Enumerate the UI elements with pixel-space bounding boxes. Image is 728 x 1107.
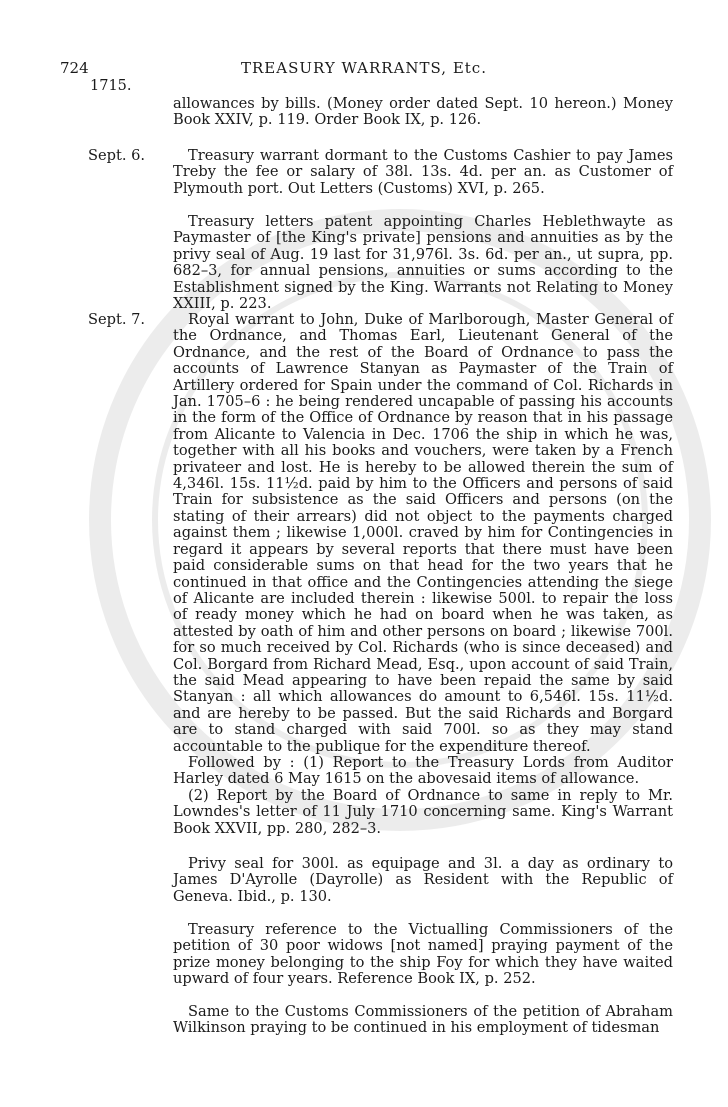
entry-followed-by: Followed by : (1) Report to the Treasury Lords from Auditor Harley dated 6 May 1615 on the abovesaid items of allowance. xyxy=(173,753,673,788)
entry-text: Privy seal for 300l. as equipage and 3l. a day as ordinary to James D'Ayrolle (Dayrolle) as Resident with the Republic of Geneva. Ibid., p. 130. xyxy=(173,855,673,905)
entry-date: Sept. 6. xyxy=(88,147,146,164)
entry-royal-warrant xyxy=(173,312,673,837)
entry-text: allowances by bills. (Money order dated Sept. 10 hereon.) Money Book XXIV, p. 119. Order Book IX, p. 126. xyxy=(173,95,673,129)
entry-text: Treasury letters patent appointing Charles Heblethwayte as Paymaster of [the King's private] pensions and annuities as by the privy seal of Aug. 19 last for 31,976l. 3s. 6d. per an., ut supra, pp. 682–3, for annual pensions, annuities or sums according to the Establishment signed by the King. Warrants not Relating to Money XXIII, p. 223. xyxy=(173,213,673,313)
entry-continuation xyxy=(173,96,673,129)
entry-text: Same to the Customs Commissioners of the petition of Abraham Wilkinson praying to be continued in his employment of tidesman xyxy=(173,1003,673,1037)
entry-date: Sept. 7. xyxy=(88,311,146,328)
entry-customs-petition xyxy=(173,1004,673,1037)
entry-privy-seal xyxy=(173,856,673,905)
entry-victualling xyxy=(173,922,673,988)
page-number: 724 xyxy=(60,59,89,77)
entry-followed-by-2: (2) Report by the Board of Ordnance to same in reply to Mr. Lowndes's letter of 11 July 1710 concerning same. King's Warrant Book XXVII, pp. 280, 282–3. xyxy=(173,786,673,837)
entry-text: Treasury warrant dormant to the Customs Cashier to pay James Treby the fee or salary of 38l. 13s. 4d. per an. as Customer of Plymouth port. Out Letters (Customs) XVI, p. 265. xyxy=(173,147,673,197)
entry-text: Treasury reference to the Victualling Commissioners of the petition of 30 poor widows [not named] praying payment of the prize money belonging to the ship Foy for which they have waited upward of four years. Reference Book IX, p. 252. xyxy=(173,921,673,988)
entry-letters-patent xyxy=(173,214,673,312)
entry-text: Royal warrant to John, Duke of Marlborough, Master General of the Ordnance, and Thomas Earl, Lieutenant General of the Ordnance, and the rest of the Board of Ordnance to pass the accounts of Lawrence Stanyan as Paymaster of the Train of Artillery ordered for Spain under the command of Col. Richards in Jan. 1705–6 : he being rendered uncapable of passing his accounts in the form of the Office of Ordnance by reason that in his passage from Alicante to Valencia in Dec. 1706 the ship in which he was, together with all his books and vouchers, were taken by a French privateer and lost. He is hereby to be allowed therein the sum of 4,346l. 15s. 11½d. paid by him to the Officers and persons of said Train for subsistence as the said Officers and persons (on the stating of their arrears) did not object to the payments charged against them ; likewise 1,000l. craved by him for Contingencies in regard it appears by several reports that there must have been paid considerable sums on that head for the two years that he continued in that office and the Contingencies attending the siege of Alicante are included therein : likewise 500l. to repair the loss of ready money which he had on board when he was taken, as attested by oath of him and other persons on board ; likewise 700l. for so much received by Col. Richards (who is since deceased) and Col. Borgard from Richard Mead, Esq., upon account of said Train, the said Mead appearing to have been repaid the same by said Stanyan : all which allowances do amount to 6,546l. 15s. 11½d. and are hereby to be passed. But the said Richards and Borgard are to stand charged with said 700l. so as they may stand accountable to the publique for the expenditure thereof. xyxy=(173,311,673,755)
running-year: 1715. xyxy=(90,78,132,94)
entry-customs-cashier xyxy=(173,148,673,197)
running-title: TREASURY WARRANTS, Etc. xyxy=(241,59,487,77)
